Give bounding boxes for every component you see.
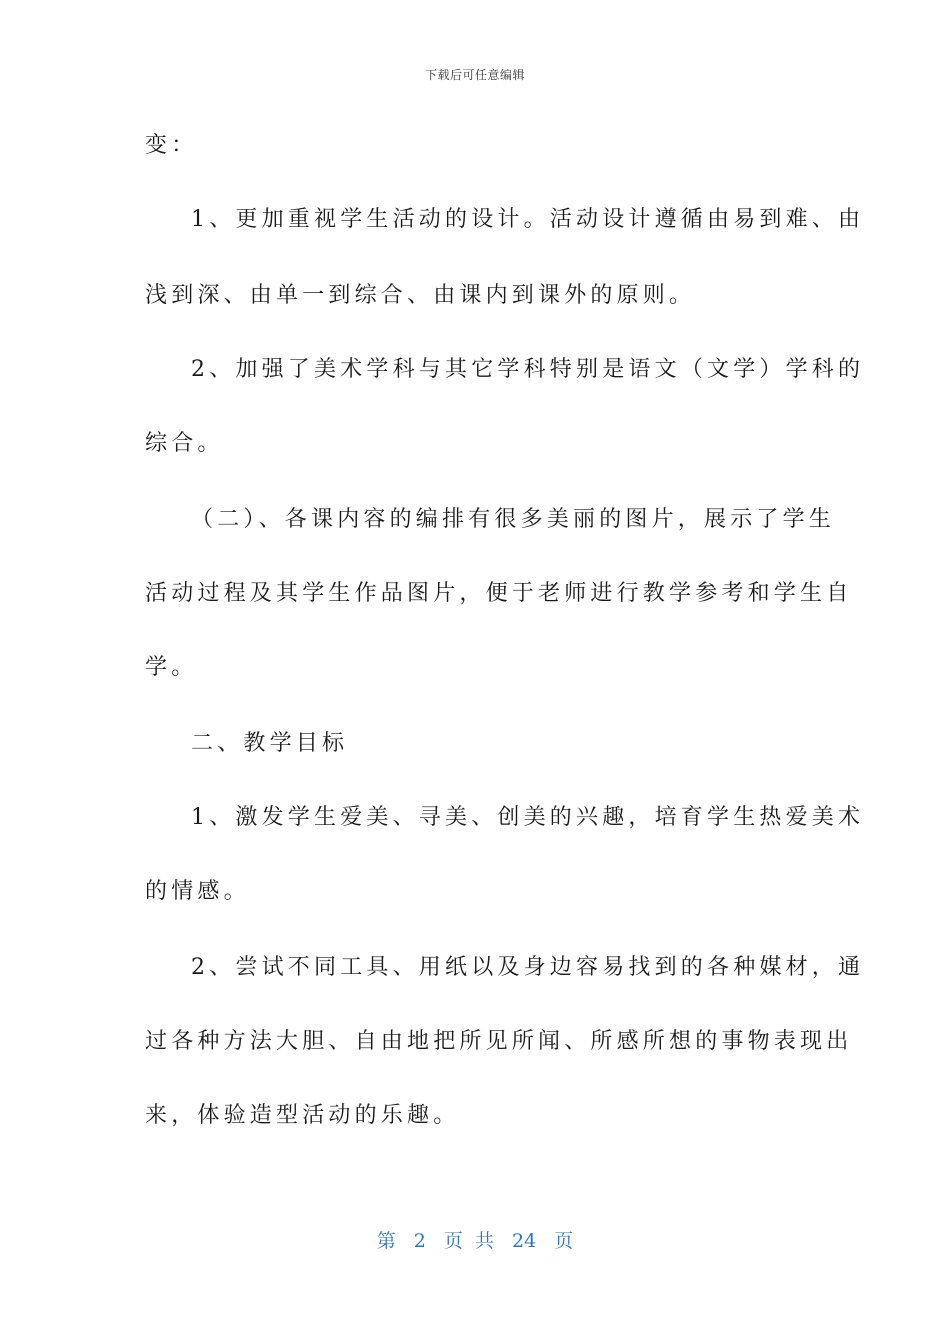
page-number-footer: [0, 1226, 950, 1253]
footer-prefix: 第: [376, 1230, 396, 1252]
paragraph-line: 1、更加重视学生活动的设计。活动设计遵循由易到难、由: [191, 207, 865, 232]
section-heading: 二、教学目标: [191, 731, 349, 756]
text-line: 活动过程及其学生作品图片，便于老师进行教学参考和学生自: [145, 581, 853, 606]
total-pages-number: 24: [512, 1230, 537, 1252]
paragraph-line: （二）、各课内容的编排有很多美丽的图片，展示了学生: [191, 507, 836, 532]
text-line: 学。: [145, 655, 198, 680]
footer-suffix: 页: [554, 1230, 574, 1252]
paragraph-line: 2、加强了美术学科与其它学科特别是语文（文学）学科的: [191, 357, 865, 382]
text-line: 浅到深、由单一到综合、由课内到课外的原则。: [145, 283, 696, 308]
paragraph-line: 2、尝试不同工具、用纸以及身边容易找到的各种媒材，通: [191, 955, 865, 980]
current-page-number: 2: [413, 1230, 426, 1252]
text-line: 过各种方法大胆、自由地把所见所闻、所感所想的事物表现出: [145, 1029, 853, 1054]
paragraph-line: 1、激发学生爱美、寻美、创美的兴趣，培育学生热爱美术: [191, 805, 865, 830]
footer-mid: 页 共: [443, 1230, 494, 1252]
text-line: 来，体验造型活动的乐趣。: [145, 1103, 460, 1128]
text-line: 变：: [145, 133, 198, 158]
page-header-note: 下载后可任意编辑: [424, 68, 525, 82]
text-line: 的情感。: [145, 879, 250, 904]
text-line: 综合。: [145, 431, 224, 456]
